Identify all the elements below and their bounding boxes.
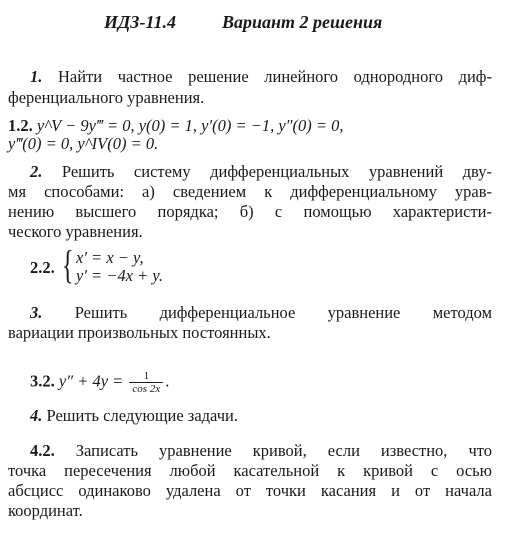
task4-text-line4: координат. [8, 501, 83, 520]
task4-number: 4. [30, 406, 43, 425]
task4-text-line2: точка пересечения любой касательной к кривой с осью [8, 461, 492, 480]
task4-label: 4.2. [30, 441, 55, 460]
task1-label: 1.2. [8, 116, 33, 135]
task3-label: 3.2. [30, 371, 55, 391]
task3-equation-end: . [165, 371, 170, 391]
task4-problem: Записать уравнение кривой, если известно, что [75, 441, 492, 460]
task3-equation-left: y″ + 4y = [58, 371, 124, 391]
task2-number: 2. [30, 162, 43, 181]
task3-equation [30, 370, 169, 395]
task1-text: Найти частное решение линейного однородного диф- [57, 67, 492, 86]
task3-number: 3. [30, 303, 43, 322]
variant-heading: Вариант 2 решения [222, 12, 383, 32]
task4-heading [30, 406, 238, 426]
task3-text: Решить дифференциальное уравнение методом [74, 303, 493, 322]
task2-text-line2: мя способами: а) сведением к дифференциальному урав- [8, 182, 492, 201]
task1-equation-line2: y‴(0) = 0, y^IV(0) = 0. [8, 134, 159, 153]
task1-equation: y^V − 9y‴ = 0, y(0) = 1, y′(0) = −1, y″(0) = 0, [36, 116, 344, 135]
task2-text-line3: нению высшего порядка; б) с помощью характеристи- [8, 202, 492, 221]
task2-system-line2: y′ = −4x + y. [76, 266, 163, 285]
task2-text-line1 [30, 162, 492, 182]
task3-fraction [129, 370, 163, 395]
task4-text: Решить следующие задачи. [46, 406, 238, 425]
task2-text: Решить систему дифференциальных уравнений дву- [61, 162, 493, 181]
system-brace: { [62, 242, 74, 287]
task4-text-line1 [30, 441, 492, 461]
task4-text-line3: абсцисс одинаково удалена от точки касания и от начала [8, 481, 492, 500]
task1-equation-line1 [8, 116, 492, 136]
document-title: ИДЗ-11.4 [104, 12, 176, 32]
task1-number: 1. [30, 67, 43, 86]
task2-text-line4: ческого уравнения. [8, 222, 143, 241]
task2-system-line1: x′ = x − y, [76, 248, 144, 267]
task1-text-line1 [30, 67, 492, 87]
fraction-denominator: cos 2x [129, 382, 163, 395]
fraction-numerator: 1 [143, 370, 150, 382]
task3-text-line2: вариации произвольных постоянных. [8, 323, 271, 342]
task3-text-line1 [30, 303, 492, 323]
task1-text-line2: ференциального уравнения. [8, 88, 205, 107]
task2-label: 2.2. [30, 258, 55, 277]
